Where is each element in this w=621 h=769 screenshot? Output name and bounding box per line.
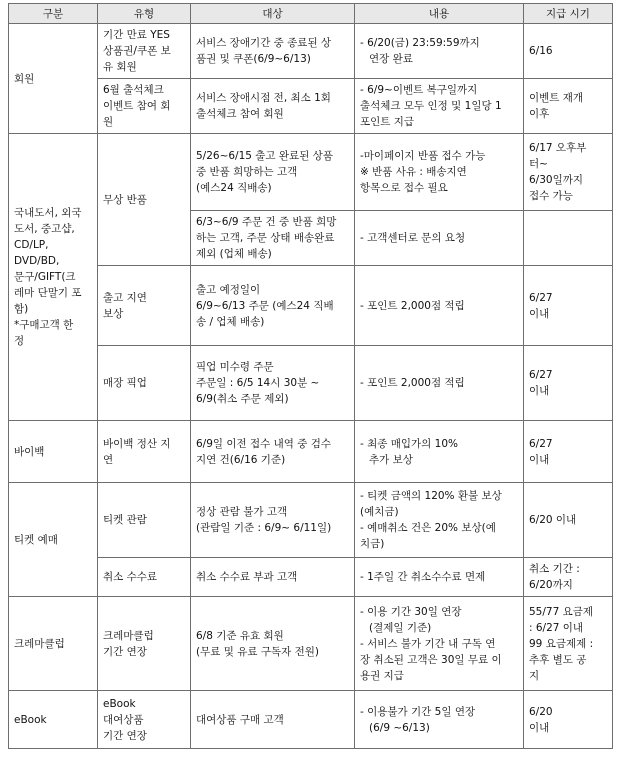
target-cell xyxy=(191,266,355,346)
type-line: 티켓 관람 xyxy=(103,514,147,526)
content-line: - 티켓 금액의 120% 환불 보상 xyxy=(360,490,502,502)
target-cell xyxy=(191,421,355,483)
table-row xyxy=(9,346,613,421)
timing-cell xyxy=(524,79,613,134)
target-line: (무료 및 유료 구독자 전원) xyxy=(196,645,319,658)
timing-line: 접수 가능 xyxy=(529,190,573,202)
target-cell xyxy=(191,558,355,597)
type-line: 취소 수수료 xyxy=(103,571,158,583)
target-line: 6/3~6/9 주문 건 중 반품 희망 xyxy=(196,216,337,228)
content-line: -마이페이지 반품 접수 가능 xyxy=(360,150,486,162)
category-line: 정 xyxy=(14,335,25,347)
content-line: - 1주일 간 취소수수료 면제 xyxy=(360,571,486,583)
table-row xyxy=(9,691,613,749)
type-line: 기간 만료 YES xyxy=(103,29,170,41)
category-line: 국내도서, 외국 xyxy=(14,207,82,219)
target-line: 지연 건(6/16 기준) xyxy=(196,453,286,466)
timing-line: 6/16 xyxy=(529,45,553,57)
category-line: 크레마클럽 xyxy=(14,637,65,650)
content-line: 용권 지급 xyxy=(360,669,404,682)
header-category: 구분 xyxy=(9,4,98,24)
category-line: CD/LP, xyxy=(14,239,49,251)
content-cell xyxy=(355,597,524,691)
content-cell xyxy=(355,134,524,211)
content-cell xyxy=(355,211,524,266)
timing-line: 6/27 xyxy=(529,437,553,450)
target-line: 정상 관람 불가 고객 xyxy=(196,506,288,518)
table-row xyxy=(9,483,613,558)
timing-line: 55/77 요금제 xyxy=(529,605,594,618)
type-line: 유 회원 xyxy=(103,61,137,73)
content-cell xyxy=(355,483,524,558)
timing-line: 6/30일까지 xyxy=(529,174,584,186)
target-line: (관람일 기준 : 6/9~ 6/11일) xyxy=(196,522,332,534)
content-line: (6/9 ~6/13) xyxy=(369,721,430,734)
timing-line: 6/20 이내 xyxy=(529,514,577,526)
target-line: 서비스 장애기간 중 종료된 상 xyxy=(196,37,332,49)
target-line: 하는 고객, 주문 상태 배송완료 xyxy=(196,232,335,244)
content-cell xyxy=(355,79,524,134)
type-cell xyxy=(98,558,191,597)
type-line: 상품권/쿠폰 보 xyxy=(103,45,171,57)
target-line: 품권 및 쿠폰(6/9~6/13) xyxy=(196,53,311,65)
type-line: 기간 연장 xyxy=(103,645,147,658)
content-line: - 최종 매입가의 10% xyxy=(360,437,458,450)
target-line: 송 / 업체 배송) xyxy=(196,315,265,328)
target-cell xyxy=(191,483,355,558)
type-line: 대여상품 xyxy=(103,713,144,726)
category-line: 티켓 예매 xyxy=(14,533,58,546)
timing-line: 터~ xyxy=(529,158,548,170)
timing-line: 6/17 오후부 xyxy=(529,142,587,154)
content-line: (예치금) xyxy=(360,506,399,518)
content-cell xyxy=(355,558,524,597)
type-cell xyxy=(98,24,191,79)
timing-line: : 6/27 이내 xyxy=(529,621,584,634)
target-cell xyxy=(191,24,355,79)
content-line: ※ 반품 사유 : 배송지연 xyxy=(360,166,467,178)
content-line: 치금) xyxy=(360,538,385,550)
content-line: - 이용불가 기간 5일 연장 xyxy=(360,705,476,718)
target-cell xyxy=(191,134,355,211)
target-line: 출고 예정일이 xyxy=(196,283,261,296)
target-line: (예스24 직배송) xyxy=(196,182,272,194)
table-row xyxy=(9,558,613,597)
timing-line: 취소 기간 : xyxy=(529,563,580,575)
timing-cell xyxy=(524,24,613,79)
type-line: 출고 지연 xyxy=(103,291,147,304)
category-cell-crema xyxy=(9,597,98,691)
category-cell-member xyxy=(9,24,98,134)
target-line: 대여상품 구매 고객 xyxy=(196,713,284,726)
table-row xyxy=(9,24,613,79)
target-line: 6/9(취소 주문 제외) xyxy=(196,393,289,405)
type-line: 원 xyxy=(103,116,114,128)
type-cell xyxy=(98,691,191,749)
table-row xyxy=(9,266,613,346)
category-line: 바이백 xyxy=(14,445,45,458)
target-cell xyxy=(191,211,355,266)
content-line: - 고객센터로 문의 요청 xyxy=(360,232,466,244)
timing-line: 이내 xyxy=(529,721,550,734)
target-line: 출석체크 참여 회원 xyxy=(196,108,284,120)
timing-cell xyxy=(524,421,613,483)
content-cell xyxy=(355,24,524,79)
timing-line: 6/20까지 xyxy=(529,579,573,591)
compensation-table xyxy=(8,3,613,749)
timing-line: 6/20 xyxy=(529,705,553,718)
type-line: 이벤트 참여 회 xyxy=(103,100,171,112)
timing-line: 6/27 xyxy=(529,369,553,381)
header-row xyxy=(9,4,613,24)
timing-cell xyxy=(524,266,613,346)
timing-cell xyxy=(524,597,613,691)
timing-line: 이내 xyxy=(529,307,550,320)
category-cell-buyback xyxy=(9,421,98,483)
timing-line: 추후 별도 공 xyxy=(529,653,587,666)
timing-cell xyxy=(524,558,613,597)
content-line: 추가 보상 xyxy=(369,453,413,466)
timing-line: 이후 xyxy=(529,108,550,120)
content-line: - 포인트 2,000점 적립 xyxy=(360,299,465,312)
category-line: 레마 단말기 포 xyxy=(14,287,82,299)
content-cell xyxy=(355,421,524,483)
type-cell xyxy=(98,266,191,346)
category-line: 함) xyxy=(14,303,29,315)
timing-line: 이내 xyxy=(529,453,550,466)
type-cell xyxy=(98,134,191,266)
table-row xyxy=(9,134,613,211)
category-cell-ebook xyxy=(9,691,98,749)
timing-line: 이내 xyxy=(529,385,550,397)
timing-cell xyxy=(524,346,613,421)
category-line: 회원 xyxy=(14,72,35,85)
target-line: 주문일 : 6/5 14시 30분 ~ xyxy=(196,377,320,389)
type-line: 크레마클럽 xyxy=(103,629,154,642)
content-line: 장 취소된 고객은 30일 무료 이 xyxy=(360,653,502,666)
content-line: - 6/20(금) 23:59:59까지 xyxy=(360,37,480,49)
content-line: - 6/9~이벤트 복구일까지 xyxy=(360,84,478,96)
target-line: 픽업 미수령 주문 xyxy=(196,361,274,373)
content-line: 항목으로 접수 필요 xyxy=(360,182,448,194)
header-content: 내용 xyxy=(355,4,524,24)
category-line: eBook xyxy=(14,713,47,726)
timing-line: 지 xyxy=(529,669,540,682)
timing-cell xyxy=(524,211,613,266)
target-line: 제외 (업체 배송) xyxy=(196,248,272,260)
target-line: 중 반품 희망하는 고객 xyxy=(196,166,298,178)
type-line: 바이백 정산 지 xyxy=(103,437,171,450)
target-cell xyxy=(191,597,355,691)
header-timing: 지급 시기 xyxy=(524,4,613,24)
content-line: 포인트 지급 xyxy=(360,116,415,128)
content-line: - 서비스 불가 기간 내 구독 연 xyxy=(360,637,496,650)
type-line: eBook xyxy=(103,697,136,710)
content-line: (결제일 기준) xyxy=(369,621,432,634)
content-cell xyxy=(355,346,524,421)
target-line: 취소 수수료 부과 고객 xyxy=(196,571,298,583)
content-line: - 포인트 2,000점 적립 xyxy=(360,377,465,389)
type-line: 연 xyxy=(103,453,114,466)
content-line: 연장 완료 xyxy=(369,53,413,65)
content-line: - 예매취소 건은 20% 보상(예 xyxy=(360,522,496,534)
timing-cell xyxy=(524,483,613,558)
type-line: 무상 반품 xyxy=(103,193,147,206)
category-line: DVD/BD, xyxy=(14,255,60,267)
table-row xyxy=(9,421,613,483)
category-line: *구매고객 한 xyxy=(14,319,74,331)
type-cell xyxy=(98,483,191,558)
type-cell xyxy=(98,79,191,134)
content-line: - 이용 기간 30일 연장 xyxy=(360,605,462,618)
timing-line: 6/27 xyxy=(529,291,553,304)
category-cell-ticket xyxy=(9,483,98,597)
category-line: 문구/GIFT(크 xyxy=(14,271,76,283)
timing-line: 이벤트 재개 xyxy=(529,92,584,104)
content-cell xyxy=(355,266,524,346)
target-line: 6/8 기준 유효 회원 xyxy=(196,629,284,642)
target-line: 6/9일 이전 접수 내역 중 검수 xyxy=(196,437,332,450)
timing-cell xyxy=(524,691,613,749)
target-cell xyxy=(191,79,355,134)
content-line: 출석체크 모두 인정 및 1일당 1 xyxy=(360,100,502,112)
target-cell xyxy=(191,346,355,421)
type-line: 6월 출석체크 xyxy=(103,84,164,96)
type-cell xyxy=(98,597,191,691)
target-line: 5/26~6/15 출고 완료된 상품 xyxy=(196,150,333,162)
table-row xyxy=(9,79,613,134)
table-row xyxy=(9,597,613,691)
header-type: 유형 xyxy=(98,4,191,24)
category-cell-books xyxy=(9,134,98,421)
category-line: 도서, 중고샵, xyxy=(14,223,75,235)
type-line: 기간 연장 xyxy=(103,729,147,742)
type-cell xyxy=(98,421,191,483)
target-cell xyxy=(191,691,355,749)
type-line: 매장 픽업 xyxy=(103,377,147,389)
header-target: 대상 xyxy=(191,4,355,24)
content-cell xyxy=(355,691,524,749)
type-line: 보상 xyxy=(103,307,124,320)
target-line: 서비스 장애시점 전, 최소 1회 xyxy=(196,92,331,104)
target-line: 6/9~6/13 주문 (예스24 직배 xyxy=(196,299,334,312)
type-cell xyxy=(98,346,191,421)
timing-cell xyxy=(524,134,613,211)
timing-line: 99 요금제제 : xyxy=(529,637,594,650)
